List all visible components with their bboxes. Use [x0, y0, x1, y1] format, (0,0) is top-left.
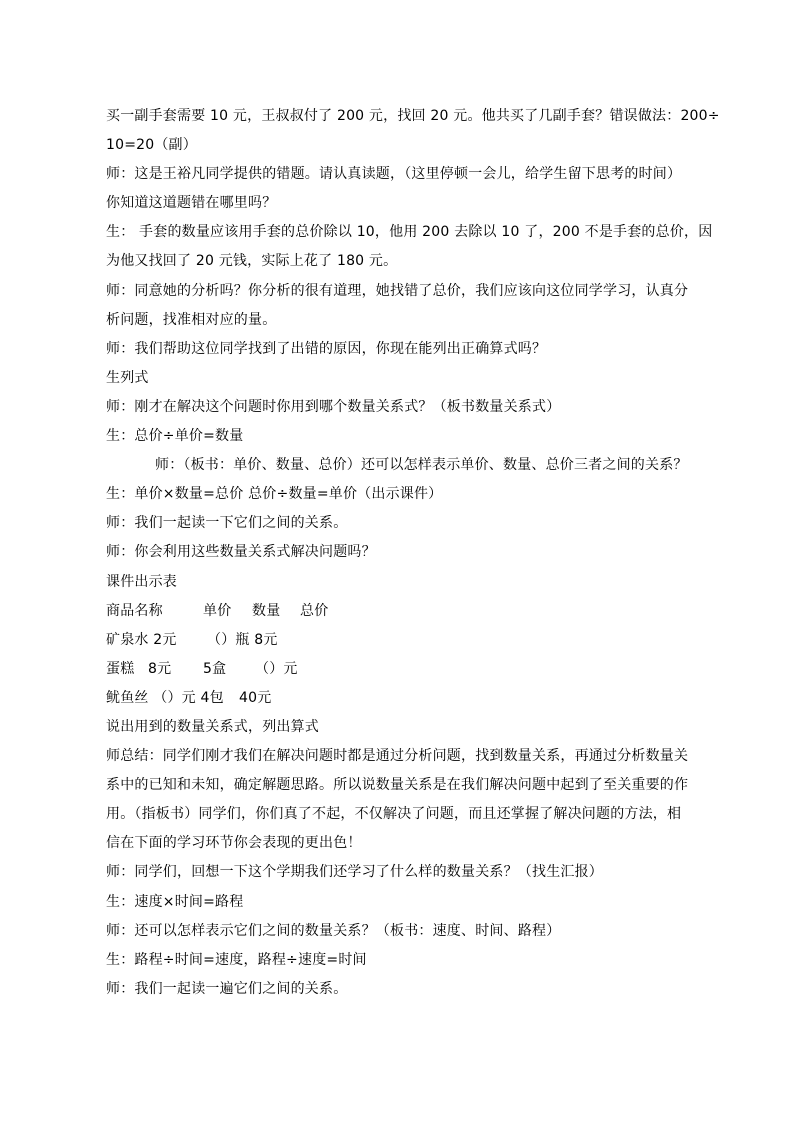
table-cell: （）元 [255, 660, 298, 677]
text-line: 10=20（副） [106, 137, 197, 154]
table-header-cell: 总价 [300, 602, 329, 619]
text-line: 买一副手套需要 10 元，王叔叔付了 200 元，找回 20 元。他共买了几副手套？错误做法：200÷ [106, 108, 720, 124]
text-line: 生：单价×数量=总价 总价÷数量=单价（出示课件） [106, 486, 443, 503]
table-row [106, 684, 690, 713]
table-cell: 5盒 [203, 660, 227, 677]
text-line: 生：总价÷单价=数量 [106, 428, 244, 445]
text-line: 师：这是王裕凡同学提供的错题。请认真读题，（这里停顿一会儿，给学生留下思考的时间） [106, 166, 682, 183]
text-line: 师：还可以怎样表示它们之间的数量关系？（板书：速度、时间、路程） [106, 922, 561, 939]
table-cell: （）瓶 8元 [207, 631, 278, 648]
text-line: 师：刚才在解决这个问题时你用到哪个数量关系式？（板书数量关系式） [106, 398, 561, 415]
text-line: 师：我们一起读一遍它们之间的关系。 [106, 980, 348, 997]
table-cell: 8元 [148, 660, 172, 677]
text-line: 师：我们帮助这位同学找到了出错的原因，你现在能列出正确算式吗？ [106, 340, 547, 357]
text-line: 生： 手套的数量应该用手套的总价除以 10，他用 200 去除以 10 了，200 不是手套的总价，因 [106, 224, 713, 241]
table-row [106, 655, 690, 684]
text-line: 析问题，找准相对应的量。 [106, 311, 277, 328]
text-line: 课件出示表 [106, 573, 177, 590]
table-cell: 鱿鱼丝 （）元 4包 [106, 689, 224, 706]
table-header-cell: 商品名称 [106, 602, 163, 619]
table-cell: 蛋糕 [106, 660, 135, 677]
text-line: 生：路程÷时间=速度，路程÷速度=时间 [106, 951, 367, 968]
text-line: 用。（指板书）同学们，你们真了不起，不仅解决了问题，而且还掌握了解决问题的方法，相 [106, 806, 682, 823]
text-line: 师总结：同学们刚才我们在解决问题时都是通过分析问题，找到数量关系，再通过分析数量关 [106, 748, 689, 765]
text-line: 信在下面的学习环节你会表现的更出色！ [106, 835, 362, 852]
table-header-row [106, 597, 690, 626]
text-line: 师：我们一起读一下它们之间的关系。 [106, 515, 348, 532]
text-line: 师：同意她的分析吗？你分析的很有道理，她找错了总价，我们应该向这位同学学习，认真分 [106, 282, 689, 299]
table-cell: 矿泉水 2元 [106, 631, 177, 648]
text-line-indented: 师：（板书：单价、数量、总价）还可以怎样表示单价、数量、总价三者之间的关系？ [155, 457, 688, 474]
table-cell: 40元 [239, 689, 272, 706]
lesson-text [106, 102, 720, 1004]
text-line: 说出用到的数量关系式，列出算式 [106, 718, 319, 735]
table-header-cell: 数量 [252, 602, 281, 619]
table-header-cell: 单价 [203, 602, 232, 619]
text-line: 生列式 [106, 369, 149, 386]
text-line: 生：速度×时间=路程 [106, 893, 244, 910]
text-line: 你知道这道题错在哪里吗？ [106, 195, 277, 212]
text-line: 为他又找回了 20 元钱，实际上花了 180 元。 [106, 253, 398, 270]
table-row [106, 626, 690, 655]
text-line: 系中的已知和未知，确定解题思路。所以说数量关系是在我们解决问题中起到了至关重要的作 [106, 777, 689, 794]
text-line: 师：同学们，回想一下这个学期我们还学习了什么样的数量关系？（找生汇报） [106, 864, 603, 881]
text-line: 师：你会利用这些数量关系式解决问题吗？ [106, 544, 376, 561]
